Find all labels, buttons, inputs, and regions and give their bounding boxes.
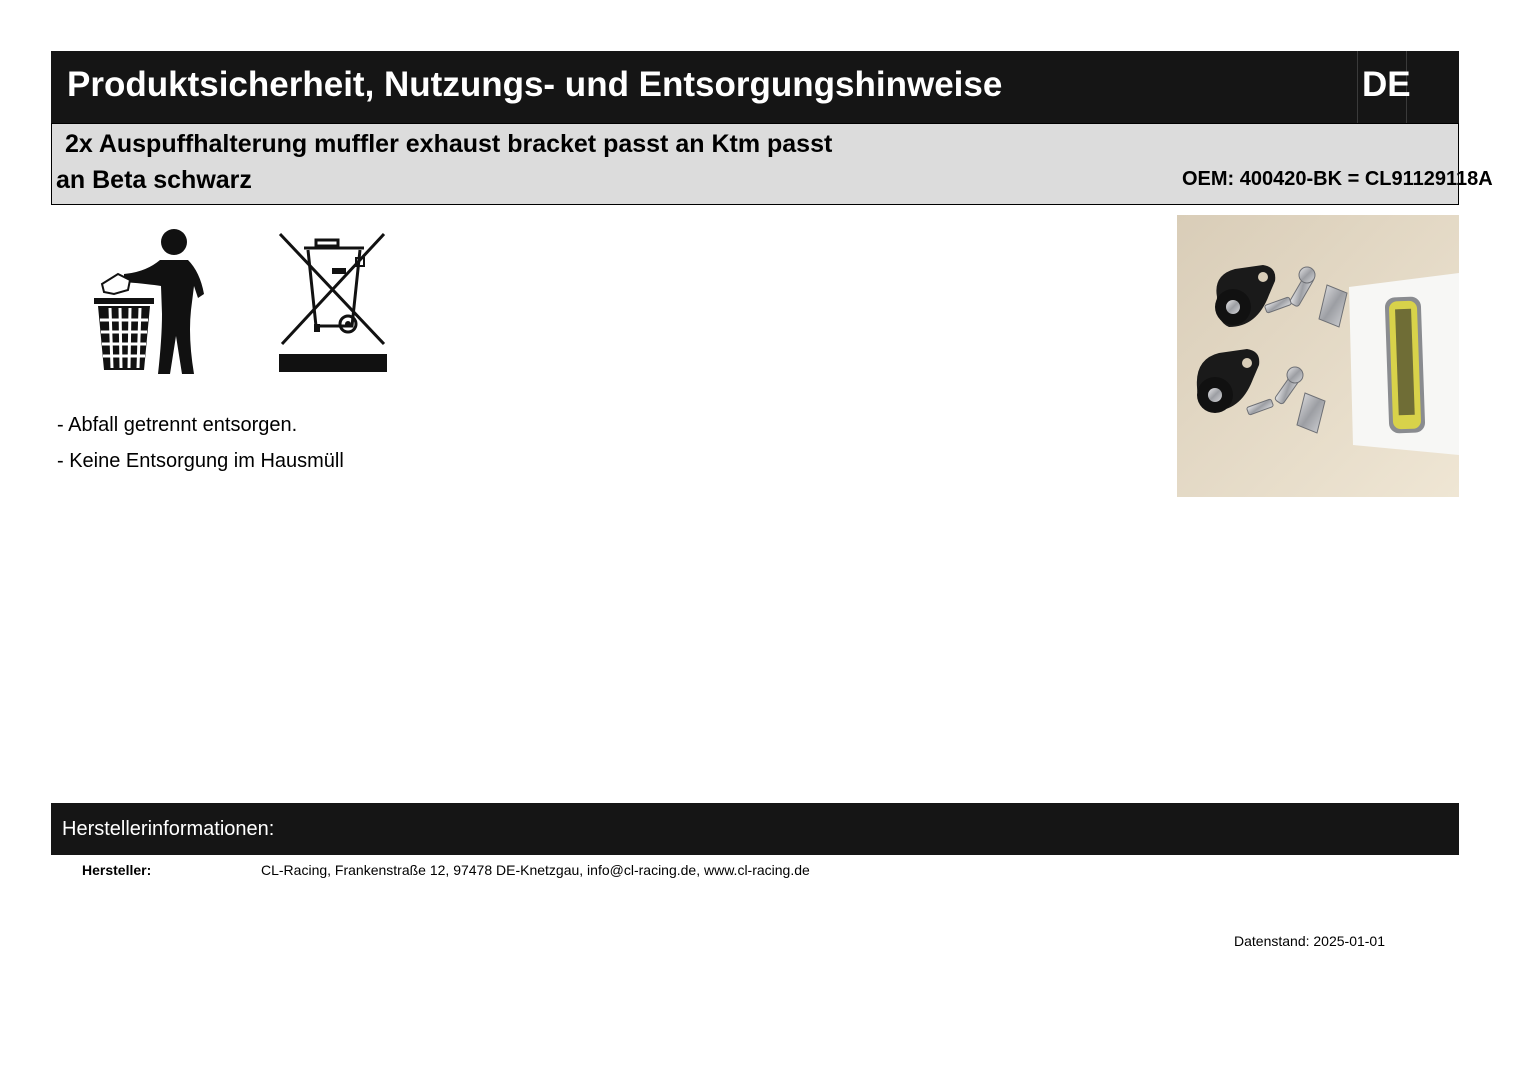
language-code: DE bbox=[1362, 65, 1411, 104]
product-title-bar bbox=[51, 123, 1459, 205]
disposal-notes bbox=[57, 414, 344, 486]
disposal-note-2: - Keine Entsorgung im Hausmüll bbox=[57, 450, 344, 472]
manufacturer-label: Hersteller: bbox=[82, 862, 152, 878]
tidyman-bin-icon bbox=[88, 228, 210, 376]
product-title-line1: 2x Auspuffhalterung muffler exhaust bracket passt an Ktm passt bbox=[65, 130, 833, 158]
manufacturer-details: CL-Racing, Frankenstraße 12, 97478 DE-Knetzgau, info@cl-racing.de, www.cl-racing.de bbox=[261, 862, 810, 878]
disposal-note-1: - Abfall getrennt entsorgen. bbox=[57, 414, 298, 436]
page-header bbox=[51, 51, 1459, 123]
language-badge bbox=[1357, 51, 1411, 123]
manufacturer-section-title: Herstellerinformationen: bbox=[62, 818, 275, 840]
crossed-out-wheelie-bin-icon bbox=[276, 230, 390, 374]
page-title: Produktsicherheit, Nutzungs- und Entsorgungshinweise bbox=[67, 65, 1003, 104]
manufacturer-section-header bbox=[51, 803, 1459, 855]
product-title-line2: an Beta schwarz bbox=[56, 166, 252, 194]
data-date: Datenstand: 2025-01-01 bbox=[1234, 933, 1385, 949]
product-photo bbox=[1177, 215, 1459, 497]
oem-number: OEM: 400420-BK = CL91129118A bbox=[1182, 168, 1493, 190]
